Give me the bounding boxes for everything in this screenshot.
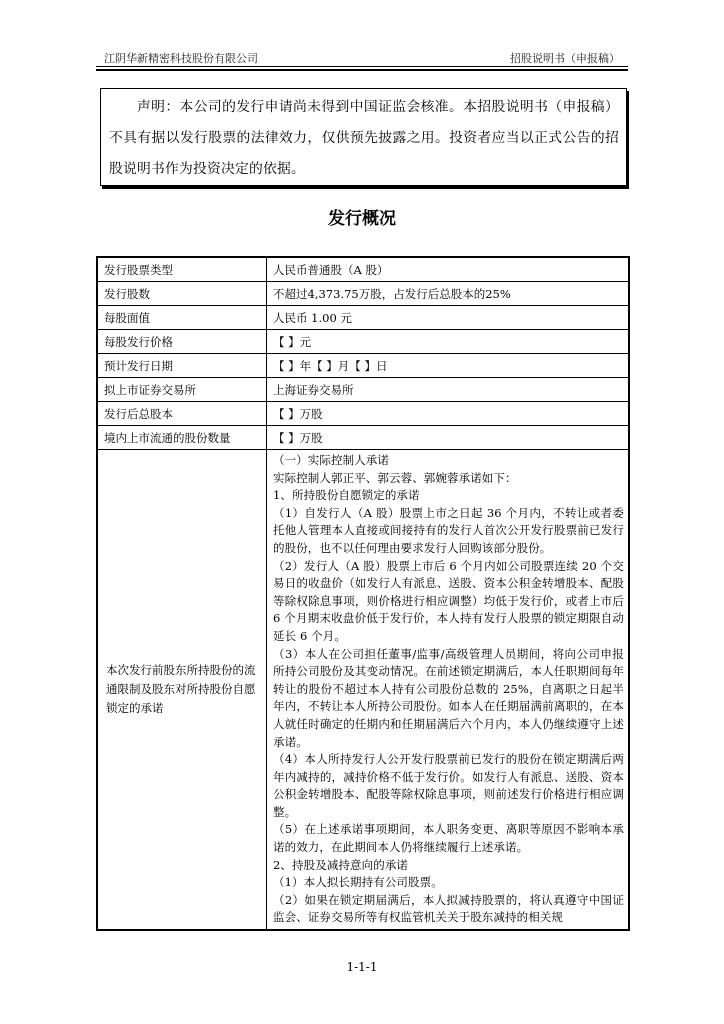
lockup-paragraph: （1）本人拟长期持有公司股票。 — [273, 875, 443, 890]
row-label: 每股面值 — [97, 306, 267, 330]
table-row — [97, 306, 629, 330]
row-value: 不超过4,373.75万股，占发行后总股本的25% — [267, 282, 630, 306]
row-label: 拟上市证券交易所 — [97, 378, 267, 402]
table-row — [97, 402, 629, 426]
row-value: 【 】万股 — [267, 402, 630, 426]
lockup-paragraph: （4）本人所持发行人公开发行股票前已发行的股份在锁定期满后两年内减持的，减持价格不低于发行价。如发行人有派息、送股、资本公积金转增股本、配股等除权除息事项，则前述发行价格进行相应调整。 — [273, 752, 624, 819]
row-label: 境内上市流通的股份数量 — [97, 426, 267, 450]
page-number: 1-1-1 — [346, 960, 378, 974]
lockup-paragraph: （3）本人在公司担任董事/监事/高级管理人员期间，将向公司申报所持公司股份及其变动情况。在前述锁定期满后，本人任职期间每年转让的股份不超过本人持有公司股份总数的 25%，自离职之日起半年内，不转让本人所持公司股份。如本人在任期届满前离职的，在本人就任时确定的任期内和任期届满后六个月内，本人仍继续遵守上述承诺。 — [273, 646, 624, 749]
row-value: 【 】万股 — [267, 426, 630, 450]
header-rule — [96, 66, 628, 67]
row-value: 【 】元 — [267, 330, 630, 354]
header-company: 江阴华新精密科技股份有限公司 — [104, 52, 258, 65]
lockup-commitments — [267, 450, 630, 931]
table-row — [97, 330, 629, 354]
table-row-lockup — [97, 450, 629, 931]
table-row — [97, 354, 629, 378]
row-value: 人民币普通股（A 股） — [267, 257, 630, 282]
row-value: 【 】年【 】月【 】日 — [267, 354, 630, 378]
disclaimer-box — [100, 88, 627, 186]
page-header — [96, 48, 628, 66]
offering-summary-table — [96, 256, 630, 931]
row-label: 发行后总股本 — [97, 402, 267, 426]
row-label: 发行股票类型 — [97, 257, 267, 282]
lockup-paragraph: （1）自发行人（A 股）股票上市之日起 36 个月内，不转让或者委托他人管理本人直接或间接持有的发行人首次公开发行股票前已发行的股份，也不以任何理由要求发行人回购该部分股份。 — [273, 505, 624, 555]
table-row — [97, 257, 629, 282]
row-label: 每股发行价格 — [97, 330, 267, 354]
header-rule-thick — [96, 69, 628, 71]
lockup-paragraph: （2）如果在锁定期届满后，本人拟减持股票的，将认真遵守中国证监会、证券交易所等有权监管机关关于股东减持的相关规 — [273, 892, 624, 925]
lockup-paragraph: 实际控制人郭正平、郭云蓉、郭婉蓉承诺如下： — [273, 470, 517, 485]
table-row — [97, 378, 629, 402]
row-label: 发行股数 — [97, 282, 267, 306]
row-value: 人民币 1.00 元 — [267, 306, 630, 330]
summary-table-body — [97, 257, 629, 930]
lockup-paragraph: 2、持股及减持意向的承诺 — [273, 857, 409, 872]
lockup-paragraph: 1、所持股份自愿锁定的承诺 — [273, 488, 420, 503]
disclaimer-text: 声明：本公司的发行申请尚未得到中国证监会核准。本招股说明书（申报稿）不具有据以发行股票的法律效力，仅供预先披露之用。投资者应当以正式公告的招股说明书作为投资决定的依据。 — [109, 99, 619, 177]
lockup-paragraph: （2）发行人（A 股）股票上市后 6 个月内如公司股票连续 20 个交易日的收盘价（如发行人有派息、送股、资本公积金转增股本、配股等除权除息事项，则价格进行相应调整）均低于发行价，或者上市后 6 个月期末收盘价低于发行价，本人持有发行人股票的锁定期限自动延长 6 个月。 — [273, 558, 624, 643]
table-row — [97, 426, 629, 450]
section-title: 发行概况 — [328, 209, 396, 229]
row-value: 上海证券交易所 — [267, 378, 630, 402]
lockup-label: 本次发行前股东所持股份的流通限制及股东对所持股份自愿锁定的承诺 — [97, 450, 267, 931]
table-row — [97, 282, 629, 306]
lockup-paragraph: （5）在上述承诺事项期间，本人职务变更、离职等原因不影响本承诺的效力，在此期间本人仍将继续履行上述承诺。 — [273, 822, 624, 855]
header-doc-type: 招股说明书（申报稿） — [510, 52, 620, 65]
row-label: 预计发行日期 — [97, 354, 267, 378]
lockup-paragraph: （一）实际控制人承诺 — [273, 453, 389, 467]
